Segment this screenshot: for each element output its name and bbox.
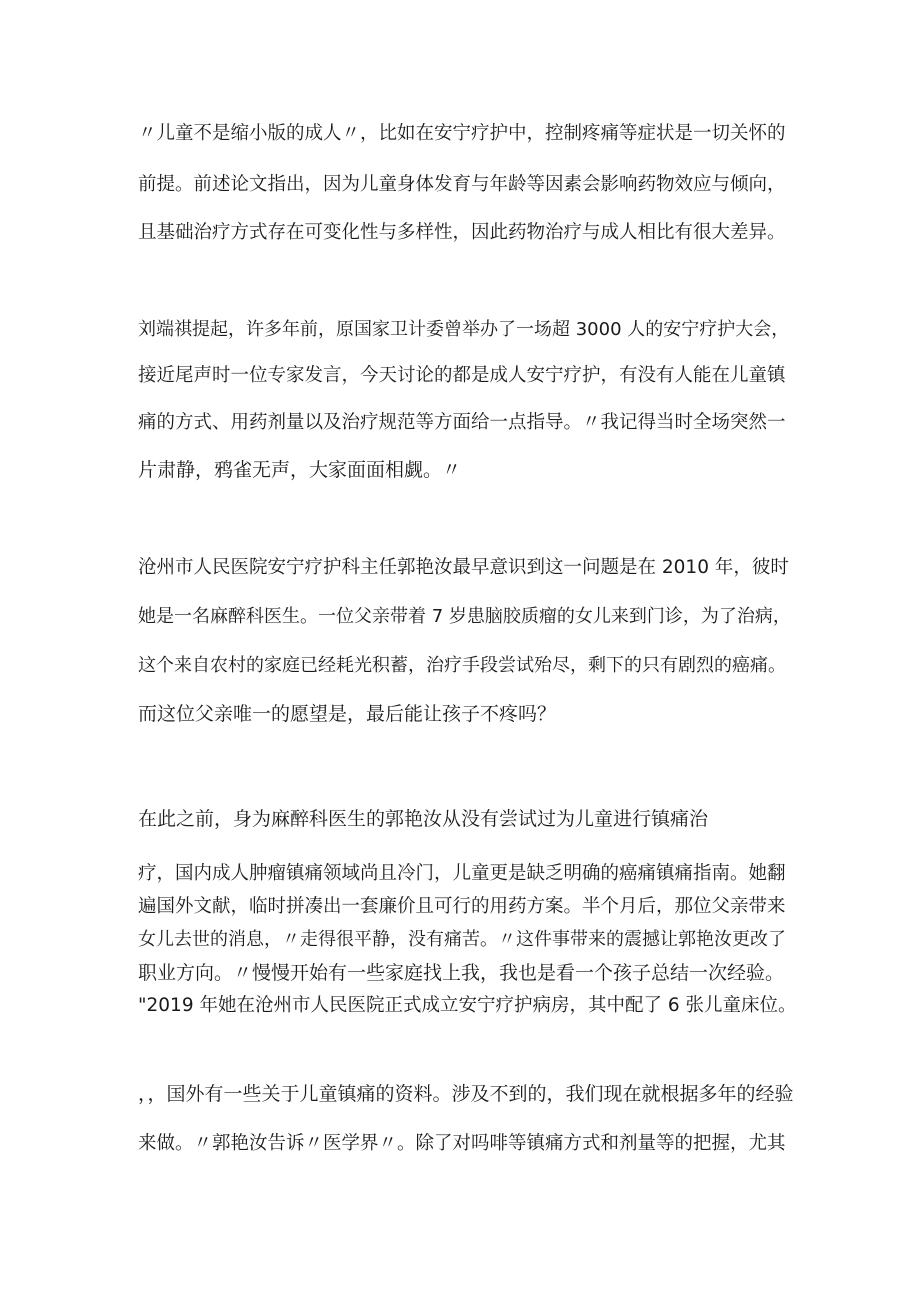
paragraph-2-line-4: 片肃静，鸦雀无声，大家面面相觑。〃 [138,459,462,481]
paragraph-5-line-5: "2019 年她在沧州市人民医院正式成立安宁疗护病房，其中配了 6 张儿童床位。 [138,995,797,1016]
paragraph-5-line-2: 遍国外文献，临时拼凑出一套廉价且可行的用药方案。半个月后，那位父亲带来 [138,896,786,917]
paragraph-3-line-2: 她是一名麻醉科医生。一位父亲带着 7 岁患脑胶质瘤的女儿来到门诊，为了治病， [138,606,791,627]
paragraph-4-line-1: 在此之前，身为麻醉科医生的郭艳汝从没有尝试过为儿童进行镇痛治 [138,808,709,830]
paragraph-5-line-1: 疗，国内成人肿瘤镇痛领域尚且冷门，儿童更是缺乏明确的癌痛镇痛指南。她翻 [138,863,786,884]
paragraph-2-line-1: 刘端祺提起，许多年前，原国家卫计委曾举办了一场超 3000 人的安宁疗护大会， [138,319,790,340]
paragraph-6-line-2: 来做。〃郭艳汝告诉〃医学界〃。除了对吗啡等镇痛方式和剂量等的把握，尤其 [138,1133,786,1154]
paragraph-3-line-1: 沧州市人民医院安宁疗护科主任郭艳汝最早意识到这一问题是在 2010 年，彼时 [138,557,789,578]
paragraph-5-line-3: 女儿去世的消息，〃走得很平静，没有痛苦。〃这件事带来的震撼让郭艳汝更改了 [138,929,786,950]
paragraph-6-line-1: ，，国外有一些关于儿童镇痛的资料。涉及不到的，我们现在就根据多年的经验 [138,1083,794,1105]
paragraph-1-line-2: 前提。前述论文指出，因为儿童身体发育与年龄等因素会影响药物效应与倾向， [138,174,786,195]
paragraph-1-line-3: 且基础治疗方式存在可变化性与多样性，因此药物治疗与成人相比有很大差异。 [138,222,786,243]
paragraph-3-line-3: 这个来自农村的家庭已经耗光积蓄，治疗手段尝试殆尽，剩下的只有剧烈的癌痛。 [138,655,786,676]
paragraph-5-line-4: 职业方向。〃慢慢开始有一些家庭找上我，我也是看一个孩子总结一次经验。 [138,962,785,984]
paragraph-1-line-1: 〃儿童不是缩小版的成人〃，比如在安宁疗护中，控制疼痛等症状是一切关怀的 [138,123,786,144]
paragraph-2-line-2: 接近尾声时一位专家发言，今天讨论的都是成人安宁疗护，有没有人能在儿童镇 [138,365,786,386]
paragraph-2-line-3: 痛的方式、用药剂量以及治疗规范等方面给一点指导。〃我记得当时全场突然一 [138,412,786,433]
paragraph-3-line-4: 而这位父亲唯一的愿望是，最后能让孩子不疼吗？ [138,703,557,725]
